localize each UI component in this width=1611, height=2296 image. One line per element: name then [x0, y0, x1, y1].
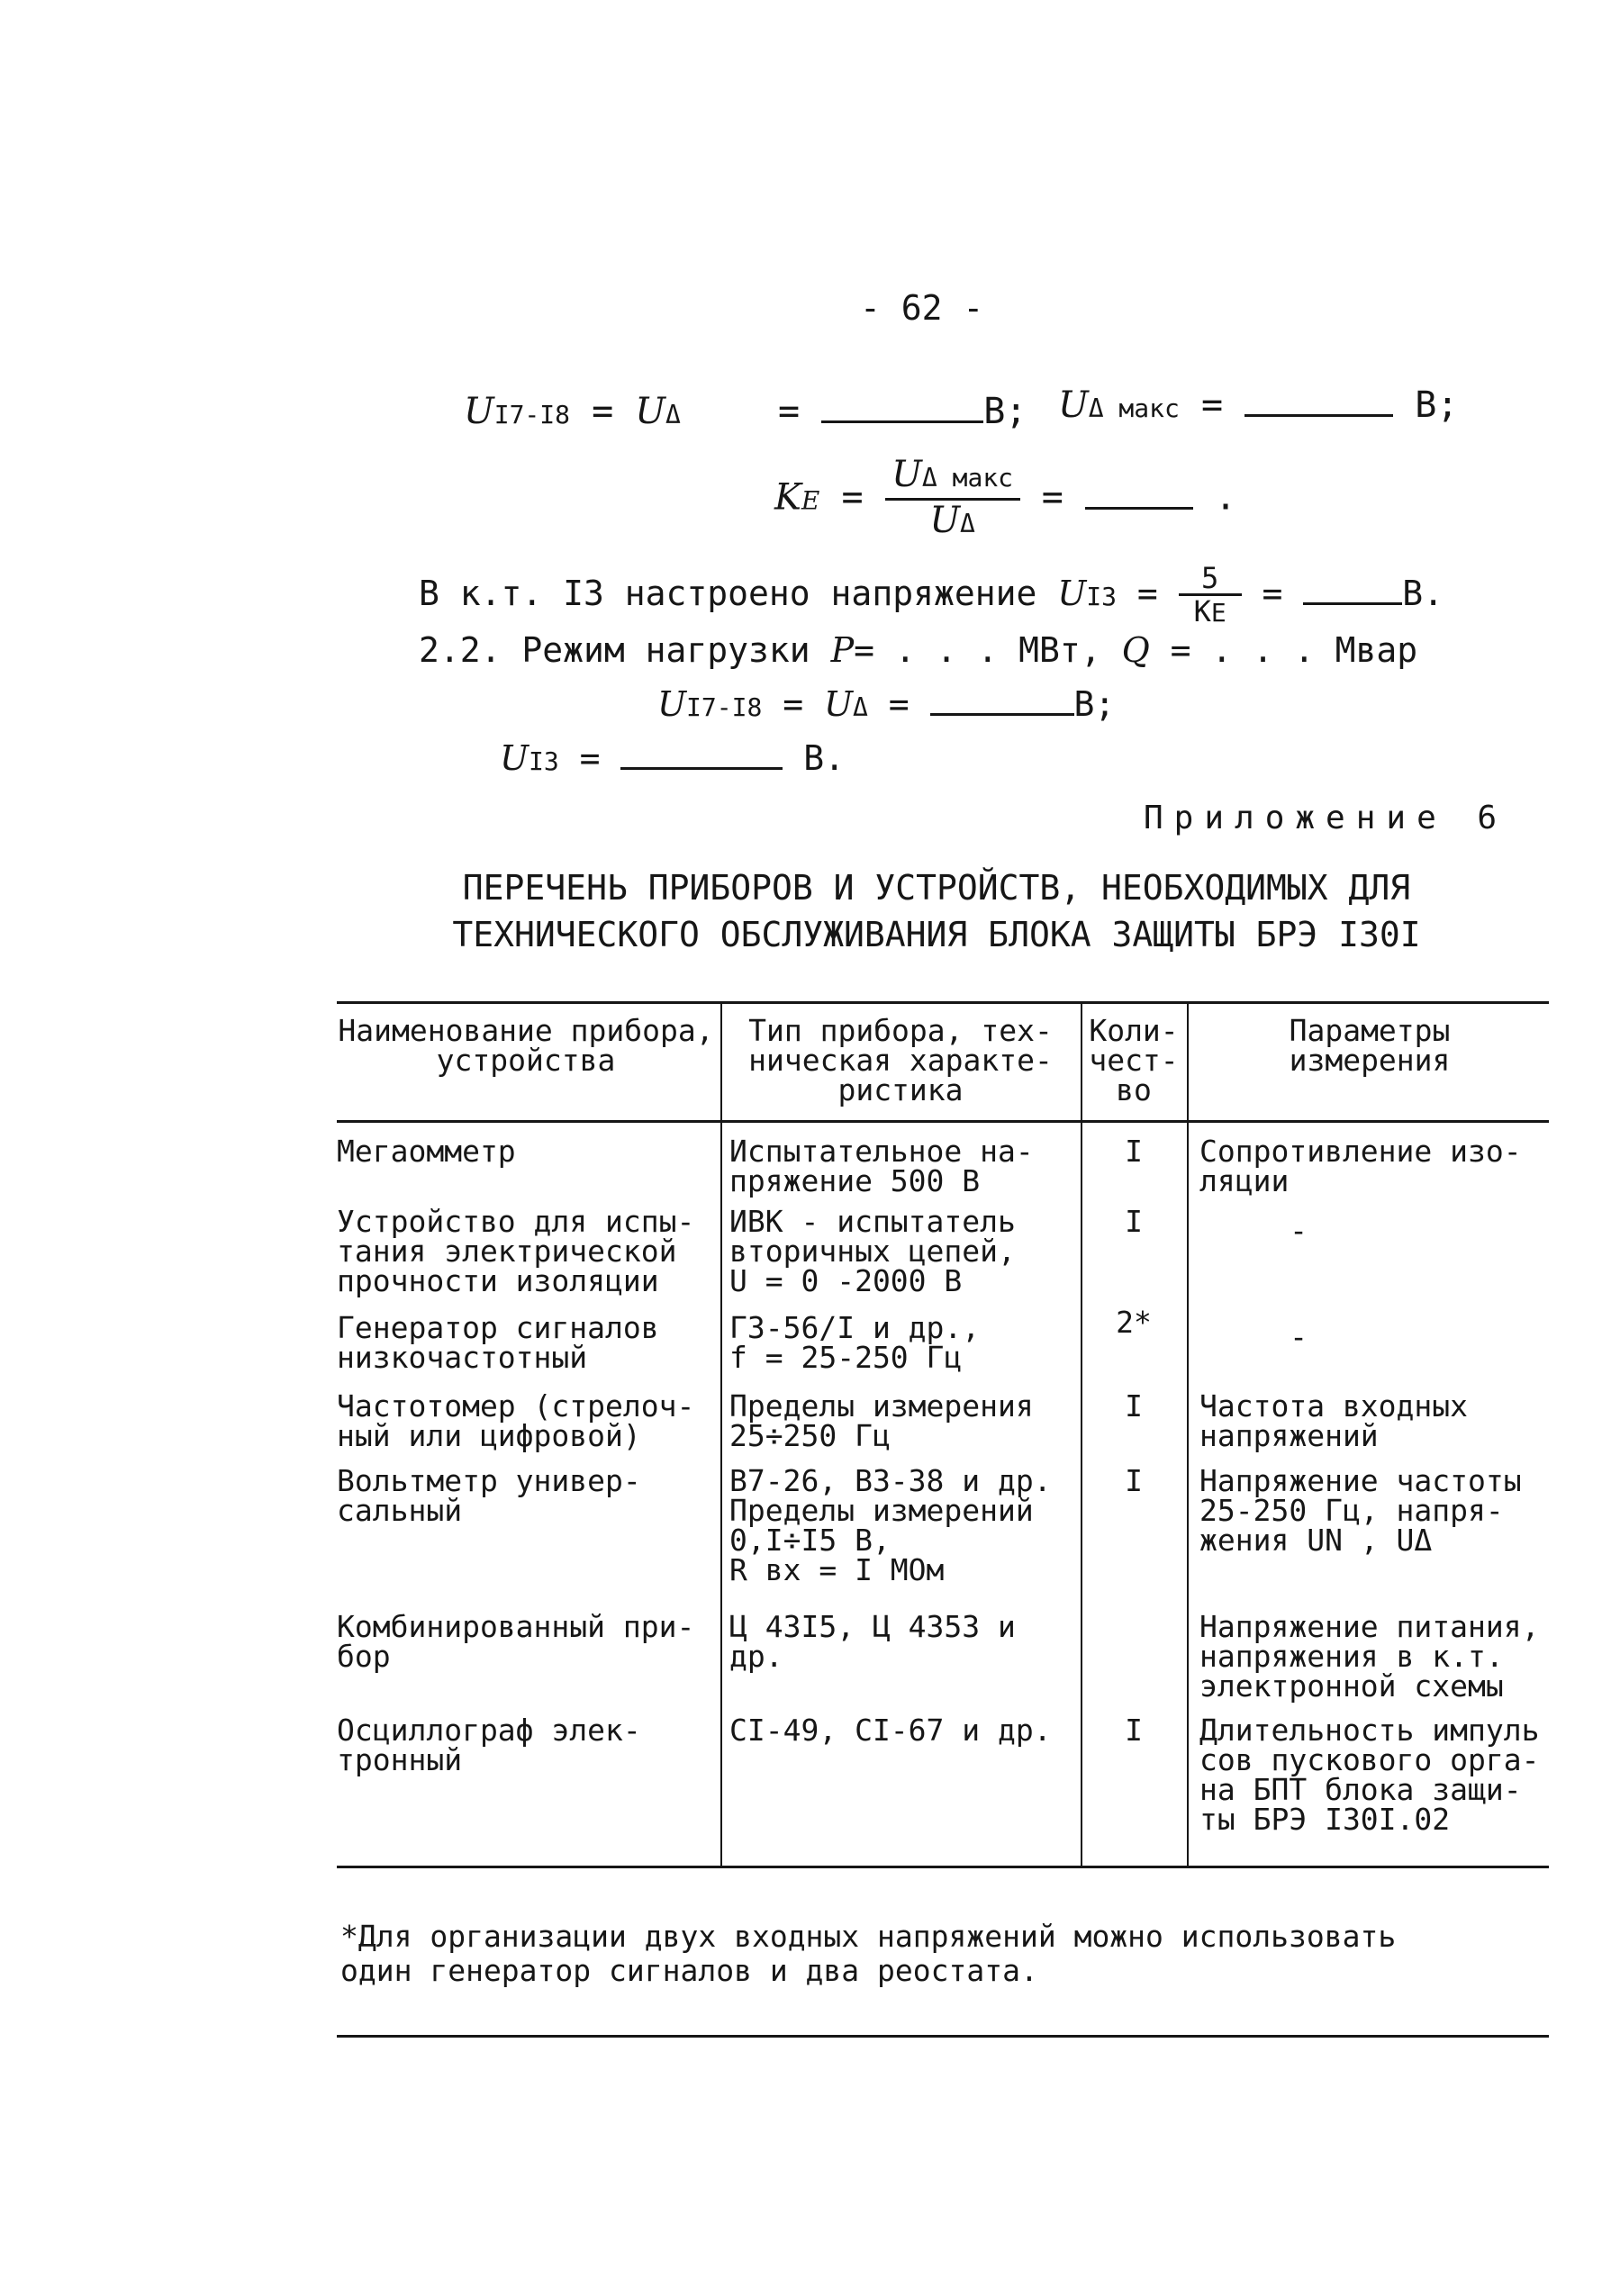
u-delta-symbol: U	[823, 684, 854, 724]
u-symbol: U	[657, 684, 687, 724]
formula-line-1	[464, 392, 1027, 435]
u-subscript: I7-I8	[686, 692, 763, 722]
table-cell-name: Осциллограф элек- тронный	[337, 1713, 641, 1777]
equals-sign: =	[570, 391, 636, 432]
table-cell-parameters: Напряжение частоты 25-250 Гц, напря- жения UN , UΔ	[1199, 1463, 1522, 1558]
table-header-parameters: Параметры измерения	[1289, 1013, 1451, 1078]
blank-field	[930, 686, 1074, 716]
equals-sign: =	[579, 738, 621, 778]
u-symbol: U	[500, 738, 529, 778]
table-cell-name: Комбинированный при- бор	[337, 1609, 695, 1674]
blank-field	[1244, 387, 1393, 417]
document-title-line-2: ТЕХНИЧЕСКОГО ОБСЛУЖИВАНИЯ БЛОКА ЗАЩИТЫ БРЭ I30I	[452, 915, 1421, 954]
table-cell-name: Устройство для испы- тания электрической прочности изоляции	[337, 1204, 695, 1298]
u-subscript: I3	[1086, 582, 1117, 611]
ke-fraction	[885, 455, 1020, 544]
q-symbol: Q	[1121, 630, 1150, 670]
table-cell-quantity: I	[1125, 1204, 1143, 1239]
line4-text: 2.2. Режим нагрузки	[419, 630, 810, 670]
page-number: - 62 -	[860, 288, 984, 328]
period: .	[1423, 574, 1444, 613]
u-delta-subscript: Δ	[853, 692, 868, 722]
u-symbol: U	[464, 391, 494, 432]
table-cell-type: ГЗ-56/I и др., f = 25-250 Гц	[729, 1310, 981, 1375]
u-subscript: Δ макс	[921, 463, 1014, 493]
u-subscript: Δ	[960, 509, 975, 538]
table-header-name: Наименование прибора, устройства	[338, 1013, 714, 1078]
table-header-rule	[337, 1120, 1549, 1123]
p-symbol: P	[830, 630, 855, 670]
unit-volt: В	[1073, 684, 1095, 724]
u-symbol: U	[929, 500, 961, 541]
table-cell-name: Вольтметр универ- сальный	[337, 1463, 641, 1528]
table-cell-quantity: I	[1125, 1713, 1143, 1748]
appendix-label: Приложение 6	[1144, 800, 1508, 836]
formula-ke	[774, 455, 1236, 544]
numerator: 5	[1201, 561, 1219, 595]
table-cell-quantity: I	[1125, 1463, 1143, 1498]
unit-volt: В	[1415, 384, 1437, 426]
equals-sign: =	[783, 684, 824, 724]
blank-field	[1085, 480, 1193, 510]
footnote-rule	[337, 2035, 1549, 2038]
u-symbol: U	[1057, 574, 1087, 613]
unit-volt: В	[983, 391, 1006, 432]
column-divider	[1187, 1001, 1189, 1866]
equals-sign: =	[1200, 384, 1245, 426]
table-cell-type: Ц 43I5, Ц 4353 и др.	[729, 1609, 1016, 1674]
unit-volt: В	[803, 738, 825, 778]
formula-udelta-max	[1058, 385, 1458, 429]
table-cell-parameters: -	[1290, 1213, 1308, 1248]
u-symbol: U	[891, 454, 922, 495]
table-cell-name: Мегаомметр	[337, 1134, 516, 1169]
equals-sign: =	[778, 391, 822, 432]
table-cell-quantity: I	[1125, 1134, 1143, 1169]
equals-sign: =	[888, 684, 930, 724]
semicolon: ;	[1094, 684, 1116, 724]
equals-sign: =	[1041, 476, 1085, 519]
line4-rest2: = . . . Мвар	[1170, 630, 1418, 670]
u-delta-symbol: U	[635, 391, 665, 432]
k-symbol: K	[774, 476, 801, 519]
equals-sign: =	[1136, 574, 1179, 613]
blank-field	[620, 740, 783, 770]
table-cell-parameters: -	[1290, 1319, 1308, 1354]
footnote: *Для организации двух входных напряжений можно использовать один генератор сигналов и два реостата.	[340, 1919, 1397, 1988]
k-subscript: E	[1210, 598, 1226, 628]
table-cell-type: Испытательное на- пряжение 500 В	[729, 1134, 1034, 1198]
period: .	[1214, 476, 1237, 519]
equals-sign: =	[841, 476, 885, 519]
u-subscript: I3	[529, 746, 559, 776]
table-cell-parameters: Сопротивление изо- ляции	[1199, 1134, 1522, 1198]
table-cell-parameters: Напряжение питания, напряжения в к.т. электронной схемы	[1199, 1609, 1540, 1704]
formula-line-5	[657, 684, 1115, 728]
table-bottom-rule	[337, 1866, 1549, 1868]
u-delta-subscript: Δ	[665, 400, 681, 429]
table-cell-quantity: 2*	[1116, 1305, 1152, 1340]
column-divider	[720, 1001, 722, 1866]
five-over-ke-fraction	[1179, 563, 1242, 628]
table-cell-name: Частотомер (стрелоч- ный или цифровой)	[337, 1388, 695, 1453]
table-header-type: Тип прибора, тех- ническая характе- ристика	[748, 1013, 1053, 1107]
table-header-quantity: Коли- чест- во	[1089, 1013, 1179, 1107]
table-cell-type: ИВК - испытатель вторичных цепей, U = 0 -2000 В	[729, 1204, 1016, 1298]
column-divider	[1081, 1001, 1082, 1866]
u-subscript: Δ макс	[1088, 393, 1180, 423]
table-cell-type: CI-49, CI-67 и др.	[729, 1713, 1052, 1748]
equals-sign: =	[1262, 574, 1304, 613]
table-cell-name: Генератор сигналов низкочастотный	[337, 1310, 659, 1375]
unit-volt: В	[1402, 574, 1424, 613]
table-top-rule	[337, 1001, 1549, 1004]
k-subscript: E	[801, 485, 820, 516]
period: .	[824, 738, 846, 778]
k-symbol: K	[1193, 594, 1211, 628]
blank-field	[821, 393, 983, 423]
blank-field	[1303, 575, 1402, 605]
table-cell-parameters: Длительность импуль сов пускового орга- на БПТ блока защи- ты БРЭ I30I.02	[1199, 1713, 1540, 1837]
table-cell-parameters: Частота входных напряжений	[1199, 1388, 1469, 1453]
u-subscript: I7-I8	[493, 400, 571, 429]
formula-line-3	[419, 563, 1444, 628]
line4-rest: = . . . МВт,	[854, 630, 1101, 670]
table-cell-type: Пределы измерения 25÷250 Гц	[729, 1388, 1034, 1453]
formula-line-6	[500, 738, 845, 782]
document-title-line-1: ПЕРЕЧЕНЬ ПРИБОРОВ И УСТРОЙСТВ, НЕОБХОДИМЫХ ДЛЯ	[462, 868, 1411, 908]
table-cell-type: В7-26, ВЗ-38 и др. Пределы измерений 0,I÷I5 В, R вх = I МОм	[729, 1463, 1052, 1587]
line3-text: В к.т. I3 настроено напряжение	[419, 574, 1037, 613]
semicolon: ;	[1005, 391, 1027, 432]
u-symbol: U	[1058, 384, 1089, 426]
formula-line-4	[419, 630, 1417, 670]
semicolon: ;	[1436, 384, 1459, 426]
table-cell-quantity: I	[1125, 1388, 1143, 1424]
